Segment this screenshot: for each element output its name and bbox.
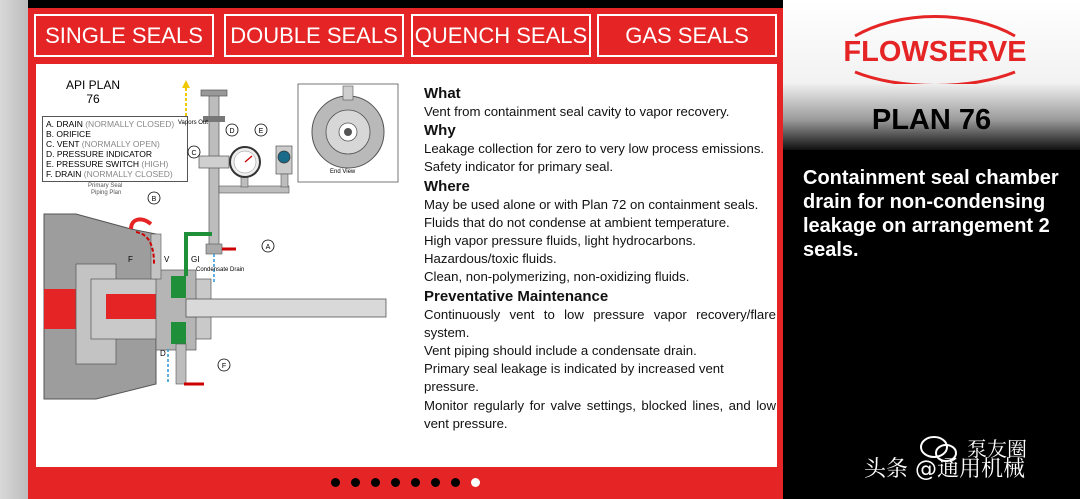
- where-text: High vapor pressure fluids, light hydrocarbons.: [424, 233, 696, 249]
- main-panel: [28, 8, 783, 499]
- what-text: Vent from containment seal cavity to vapor recovery.: [424, 104, 730, 119]
- page-dot[interactable]: [411, 478, 420, 487]
- legend-item: E. PRESSURE SWITCH (HIGH): [46, 159, 169, 169]
- where-text: May be used alone or with Plan 72 on containment seals.: [424, 196, 759, 212]
- plan-diagram: [36, 64, 406, 467]
- plan-info: [424, 84, 776, 433]
- page-dot[interactable]: [431, 478, 440, 487]
- label-f-pipe: F: [128, 255, 133, 264]
- where-heading: Where: [424, 177, 470, 195]
- legend-item: D. PRESSURE INDICATOR: [46, 149, 152, 159]
- maintenance-text: Monitor regularly for valve settings, blocked lines, and low vent pressure.: [424, 397, 776, 431]
- why-heading: Why: [424, 122, 456, 140]
- legend-item: C. VENT (NORMALLY OPEN): [46, 139, 160, 149]
- label-primary-seal: Primary Seal: [88, 183, 123, 189]
- label-piping-plan: Piping Plan: [91, 190, 122, 196]
- svg-text:FLOWSERVE: FLOWSERVE: [843, 36, 1027, 68]
- callout-a: A: [265, 244, 271, 251]
- what-heading: What: [424, 85, 461, 102]
- callout-d: D: [229, 128, 235, 135]
- flowserve-logo: [830, 14, 1040, 84]
- label-condensate-drain: Condensate Drain: [196, 267, 245, 273]
- legend-item: A. DRAIN (NORMALLY CLOSED): [46, 119, 175, 129]
- tab-quench-seals[interactable]: QUENCH SEALS: [411, 14, 591, 57]
- label-d-pipe: D: [160, 349, 166, 358]
- callout-c: C: [191, 150, 197, 157]
- page-dot[interactable]: [371, 478, 380, 487]
- page-dot[interactable]: [331, 478, 340, 487]
- maintenance-text: Primary seal leakage is indicated by increased vent pressure.: [424, 361, 724, 395]
- page-dot[interactable]: [471, 478, 480, 487]
- left-edge-strip: [0, 0, 28, 499]
- tab-gas-seals[interactable]: GAS SEALS: [597, 14, 777, 57]
- legend-item: F. DRAIN (NORMALLY CLOSED): [46, 169, 173, 179]
- diagram-title: API PLAN 76: [66, 78, 121, 106]
- tab-single-seals[interactable]: SINGLE SEALS: [34, 14, 214, 57]
- pump-seal-drawing: [36, 64, 406, 467]
- page-indicator: [28, 478, 783, 487]
- label-gi: GI: [191, 255, 200, 264]
- where-text: Clean, non-polymerizing, non-oxidizing fluids.: [424, 269, 690, 285]
- why-text: Safety indicator for primary seal.: [424, 159, 614, 175]
- callout-b: B: [151, 196, 157, 203]
- why-text: Leakage collection for zero to very low process emissions.: [424, 141, 765, 157]
- label-v: V: [164, 255, 170, 264]
- legend-item: B. ORIFICE: [46, 129, 91, 139]
- where-text: Hazardous/toxic fluids.: [424, 251, 557, 267]
- plan-title: PLAN 76: [871, 104, 992, 136]
- callout-e: E: [258, 128, 264, 135]
- maintenance-text: Continuously vent to low pressure vapor recovery/flare system.: [424, 306, 776, 340]
- content-area: [36, 64, 777, 467]
- page-dot[interactable]: [391, 478, 400, 487]
- watermark-source: 头条 @通用机械: [864, 457, 1025, 482]
- callout-f: F: [221, 363, 227, 370]
- where-text: Fluids that do not condense at ambient temperature.: [424, 214, 730, 230]
- tab-double-seals[interactable]: DOUBLE SEALS: [224, 14, 404, 57]
- page-dot[interactable]: [451, 478, 460, 487]
- page-dot[interactable]: [351, 478, 360, 487]
- maintenance-text: Vent piping should include a condensate drain.: [424, 343, 697, 359]
- label-vapors-out: Vapors Out: [178, 120, 208, 126]
- maintenance-heading: Preventative Maintenance: [424, 287, 609, 305]
- label-end-view: End View: [330, 169, 356, 175]
- watermark-account: 泵友圈: [967, 437, 1027, 461]
- plan-description: Containment seal chamber drain for non-condensing leakage on arrangement 2 seals.: [803, 167, 1059, 261]
